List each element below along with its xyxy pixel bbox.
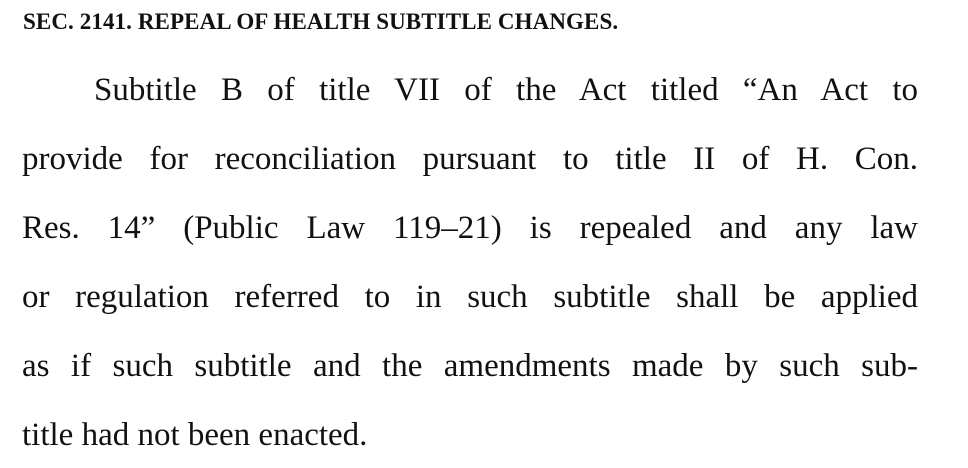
body-line-6: title had not been enacted. (22, 417, 368, 453)
body-line-2: provide for reconciliation pursuant to title II of H. Con. (22, 141, 918, 177)
body-line-4: or regulation referred to in such subtitle shall be applied (22, 279, 918, 315)
body-line-3: Res. 14” (Public Law 119–21) is repealed and any law (22, 210, 918, 246)
section-heading: SEC. 2141. REPEAL OF HEALTH SUBTITLE CHANGES. (23, 9, 619, 34)
body-line-1: Subtitle B of title VII of the Act titled “An Act to (94, 72, 918, 108)
body-line-5: as if such subtitle and the amendments made by such sub- (22, 348, 918, 384)
